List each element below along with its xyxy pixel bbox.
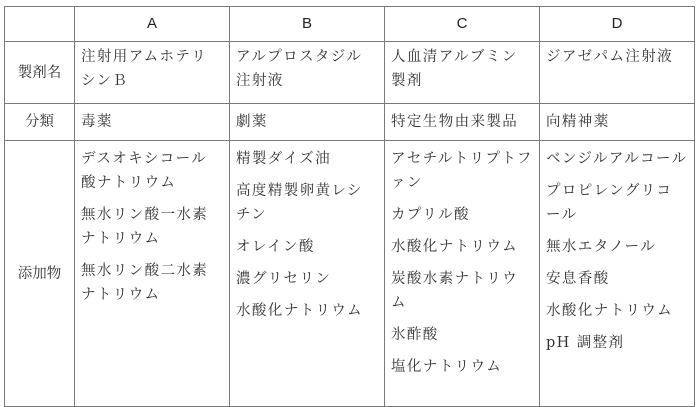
- additive-item: 水酸化ナトリウム: [391, 239, 519, 255]
- additives-b: [230, 141, 385, 407]
- additive-item: 塩化ナトリウム: [391, 359, 503, 375]
- additive-item: 高度精製卵黄レシチン: [236, 183, 363, 223]
- additive-item: 無水リン酸二水素ナトリウム: [81, 263, 209, 303]
- table-row-classification: [5, 104, 695, 141]
- product-name-d: ジアゼパム注射液: [540, 42, 695, 104]
- additive-item: 無水エタノール: [546, 239, 657, 255]
- column-header-d: D: [540, 7, 695, 42]
- additive-item: 精製ダイズ油: [236, 151, 331, 167]
- additive-item: オレイン酸: [236, 239, 315, 255]
- column-header-b: B: [230, 7, 385, 42]
- row-header-classification: 分類: [5, 104, 75, 141]
- table-row-product-name: [5, 42, 695, 104]
- classification-b: 劇薬: [230, 104, 385, 141]
- classification-a: 毒薬: [75, 104, 230, 141]
- column-header-a: A: [75, 7, 230, 42]
- additive-item: 氷酢酸: [391, 327, 439, 343]
- additive-item: 濃グリセリン: [236, 271, 332, 287]
- row-header-additives: 添加物: [5, 141, 75, 407]
- drug-comparison-table: [4, 6, 695, 407]
- additive-item: アセチルトリプトファン: [391, 151, 533, 191]
- header-row: [5, 7, 695, 42]
- additive-item: ベンジルアルコール: [546, 151, 688, 167]
- product-name-a: 注射用アムホテリシンＢ: [75, 42, 230, 104]
- classification-d: 向精神薬: [540, 104, 695, 141]
- product-name-b: アルプロスタジル注射液: [230, 42, 385, 104]
- additive-item: 水酸化ナトリウム: [236, 303, 364, 319]
- product-name-c: 人血清アルブミン製剤: [385, 42, 540, 104]
- corner-cell: [5, 7, 75, 42]
- additive-item: デスオキシコール酸ナトリウム: [81, 151, 208, 191]
- classification-c: 特定生物由来製品: [385, 104, 540, 141]
- row-header-product-name: 製剤名: [5, 42, 75, 104]
- additives-c: [385, 141, 540, 407]
- additive-item: 無水リン酸一水素ナトリウム: [81, 207, 209, 247]
- additives-d: [540, 141, 695, 407]
- additive-item: pH 調整剤: [546, 335, 625, 351]
- additive-item: 炭酸水素ナトリウム: [391, 271, 519, 311]
- additive-item: カプリル酸: [391, 207, 470, 223]
- column-header-c: C: [385, 7, 540, 42]
- additive-item: 安息香酸: [546, 271, 610, 287]
- additives-a: [75, 141, 230, 407]
- table-row-additives: [5, 141, 695, 407]
- additive-item: 水酸化ナトリウム: [546, 303, 674, 319]
- additive-item: プロピレングリコール: [546, 183, 673, 223]
